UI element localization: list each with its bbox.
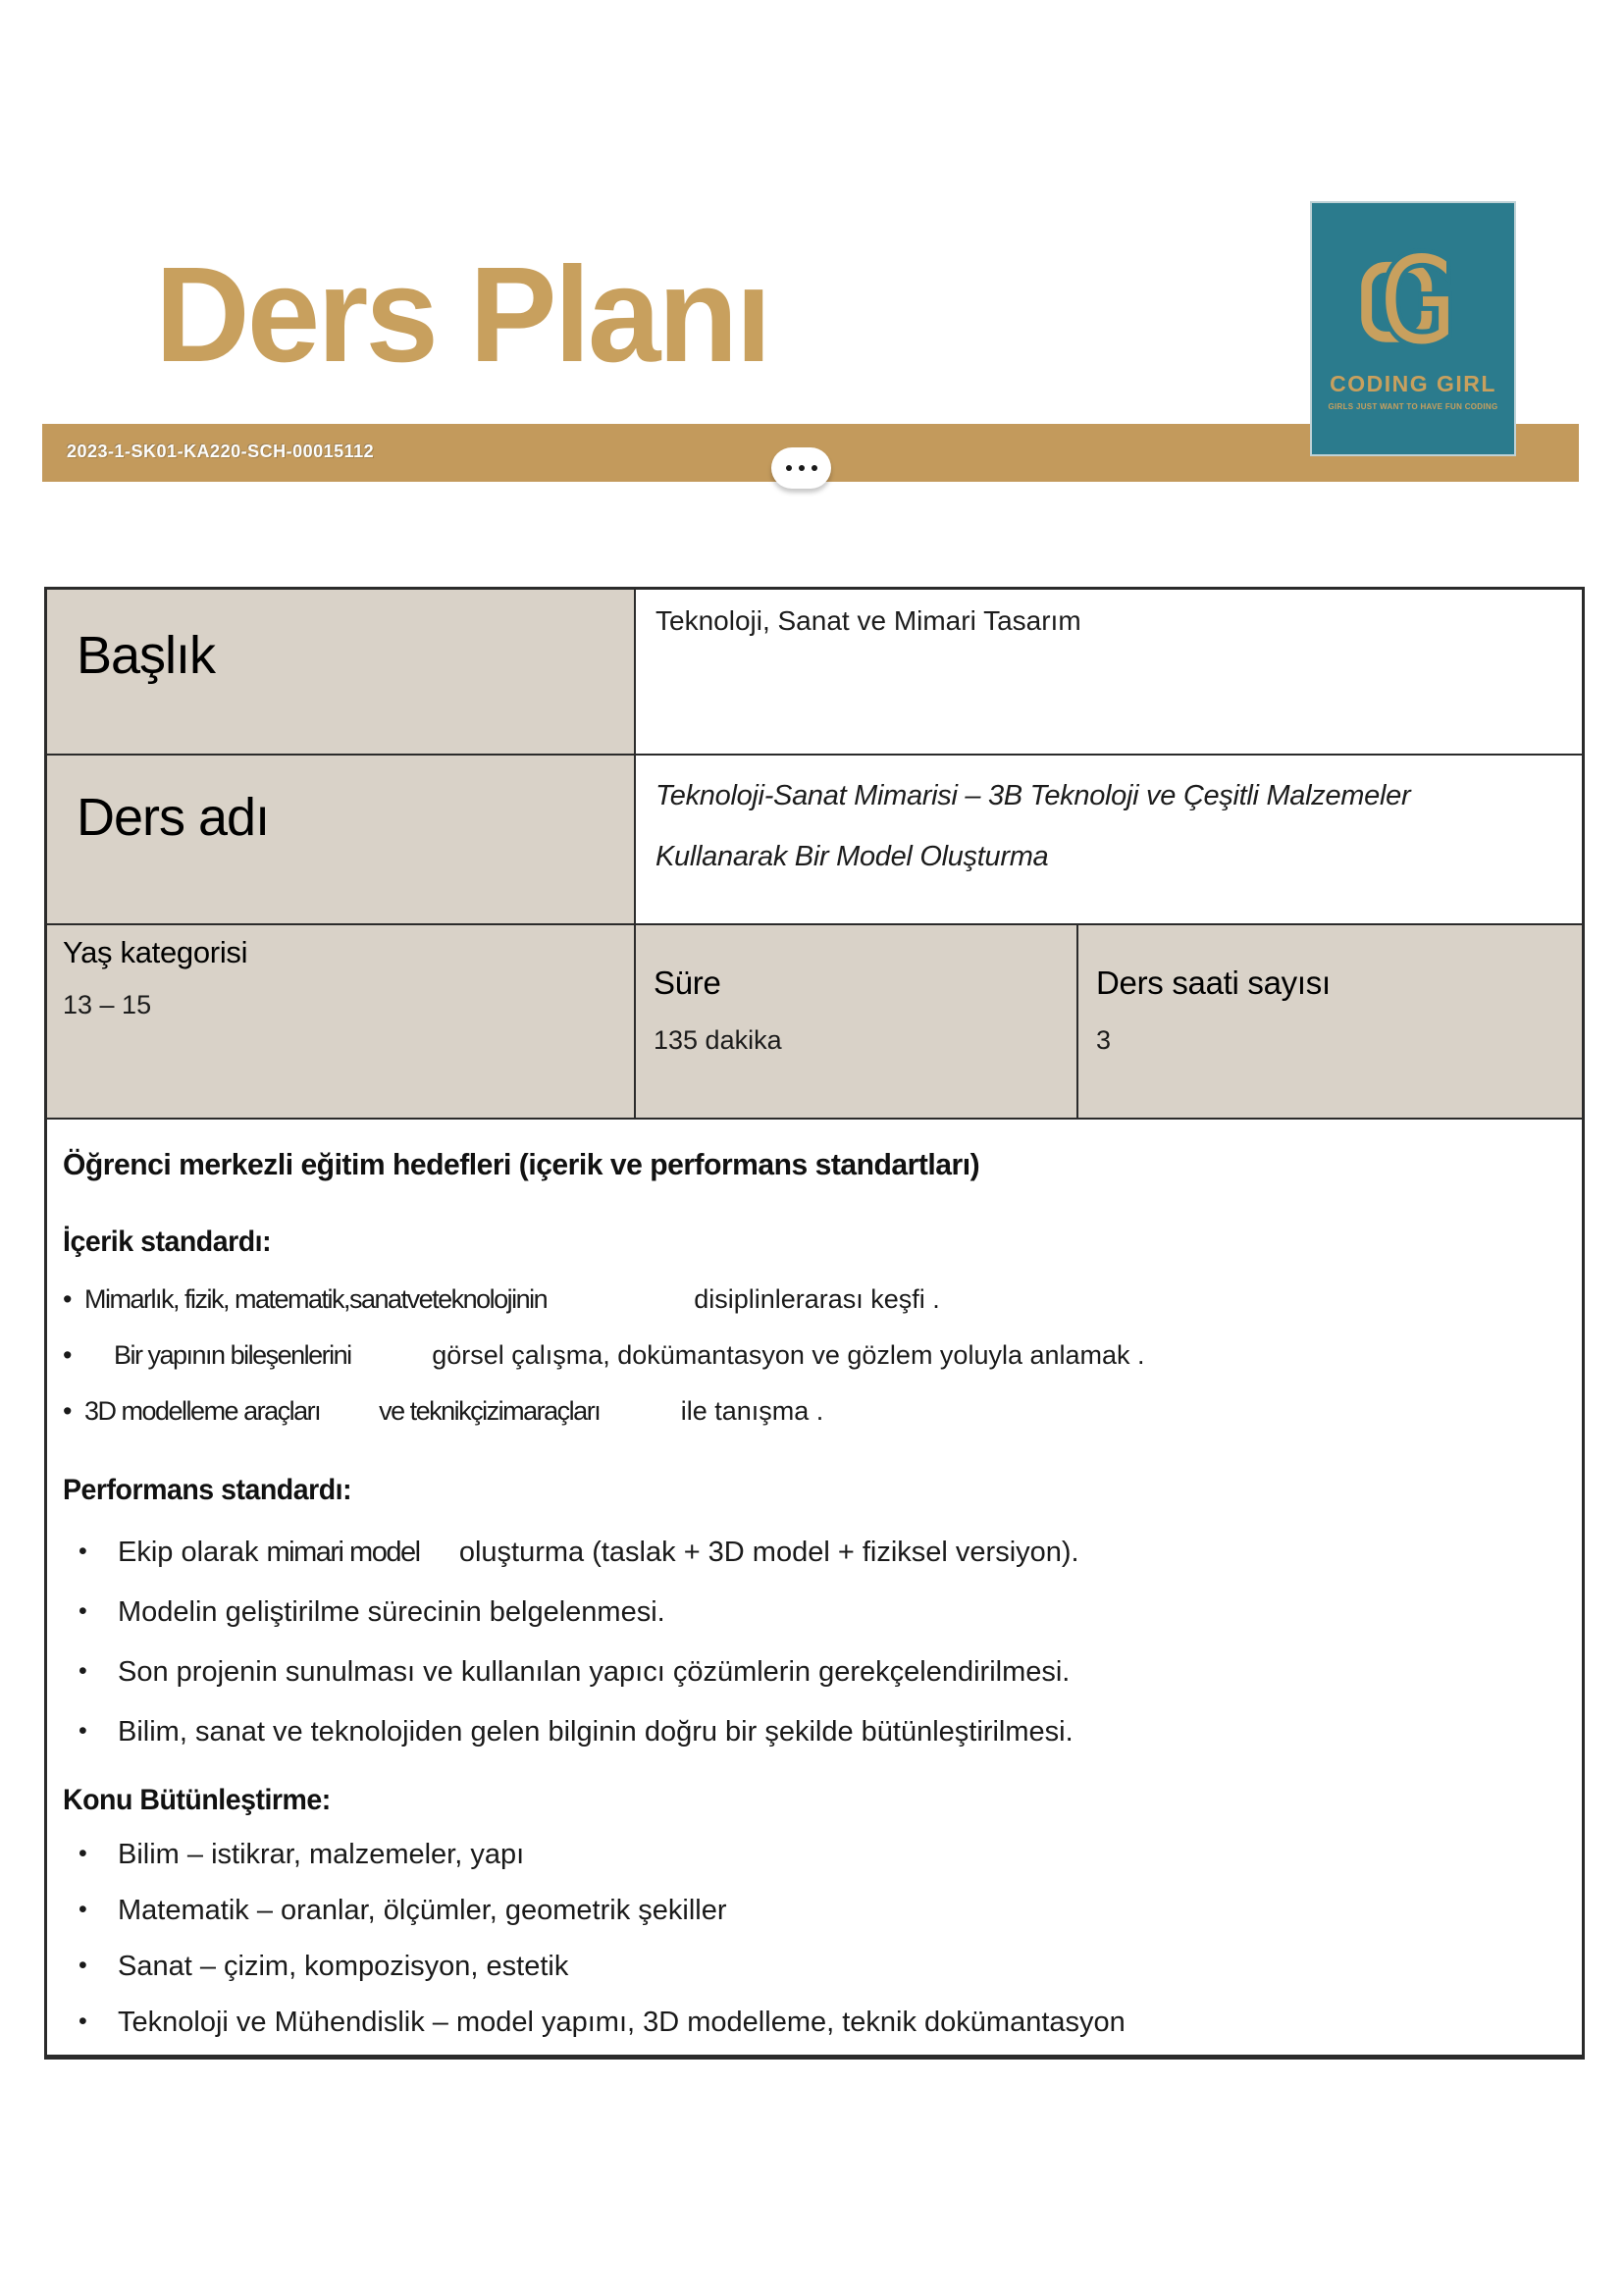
list-item: • Bilim – istikrar, malzemeler, yapı [63, 1839, 1560, 1871]
more-dots-icon [799, 465, 805, 471]
ders-adi-value-cell [636, 756, 1582, 923]
list-item: • 3D modelleme araçları ve teknikçizimaraçları ile tanışma . [63, 1396, 1560, 1427]
icerik-standardi-title: İçerik standardı: [63, 1226, 272, 1258]
project-code: 2023-1-SK01-KA220-SCH-00015112 [67, 442, 375, 461]
list-item: • Sanat – çizim, kompozisyon, estetik [63, 1951, 1560, 1983]
konu-butunlestirme-title: Konu Bütünleştirme: [63, 1784, 331, 1816]
performans-standardi-title: Performans standardı: [63, 1474, 352, 1506]
konu-butunlestirme-list [63, 1839, 1560, 2039]
yas-kategorisi-label: Yaş kategorisi [63, 935, 248, 969]
coding-girl-logo [1310, 201, 1516, 456]
more-button[interactable] [771, 447, 831, 489]
more-dots-icon [812, 465, 817, 471]
page-title: Ders Planı [155, 239, 769, 391]
list-item: • Ekip olarak mimari model oluşturma (taslak + 3D model + fiziksel versiyon). [63, 1537, 1560, 1569]
sure-value: 135 dakika [654, 1025, 782, 1055]
ders-saati-value: 3 [1096, 1025, 1112, 1055]
list-item: • Matematik – oranlar, ölçümler, geometrik şekiller [63, 1895, 1560, 1927]
list-item: • Bir yapının bileşenlerini görsel çalışma, dokümantasyon ve gözlem yoluyla anlamak . [63, 1340, 1560, 1371]
ders-adi-label: Ders adı [77, 788, 270, 847]
logo-tagline: GIRLS JUST WANT TO HAVE FUN CODING [1328, 402, 1498, 411]
ders-saati-cell [1078, 925, 1582, 1118]
sure-cell [636, 925, 1078, 1118]
ders-adi-label-cell [47, 756, 636, 923]
table-row-objectives [47, 1120, 1582, 2055]
yas-kategorisi-cell [47, 925, 636, 1118]
sure-label: Süre [654, 965, 721, 1001]
objectives-heading: Öğrenci merkezli eğitim hedefleri (içerik ve performans standartları) [63, 1147, 980, 1181]
ders-adi-value-line1: Teknoloji-Sanat Mimarisi – 3B Teknoloji ve Çeşitli Malzemeler [655, 780, 1411, 811]
logo-name: CODING GIRL [1330, 371, 1496, 396]
list-item: • Modelin geliştirilme sürecinin belgelenmesi. [63, 1596, 1560, 1629]
list-item: • Bilim, sanat ve teknolojiden gelen bilginin doğru bir şekilde bütünleştirilmesi. [63, 1716, 1560, 1748]
more-dots-icon [786, 465, 792, 471]
svg-text:G: G [1380, 232, 1457, 358]
ders-saati-label: Ders saati sayısı [1096, 965, 1331, 1001]
logo-monogram-icon [1344, 223, 1482, 358]
list-item: • Teknoloji ve Mühendislik – model yapımı, 3D modelleme, teknik dokümantasyon [63, 2007, 1560, 2039]
table-row-ders-adi [47, 756, 1582, 925]
baslik-value-cell [636, 590, 1582, 754]
yas-kategorisi-value: 13 – 15 [63, 990, 152, 1019]
baslik-label: Başlık [77, 626, 216, 685]
ders-adi-value [636, 756, 1582, 887]
baslik-value: Teknoloji, Sanat ve Mimari Tasarım [655, 605, 1081, 636]
list-item: • Son projenin sunulması ve kullanılan yapıcı çözümlerin gerekçelendirilmesi. [63, 1656, 1560, 1689]
baslik-label-cell [47, 590, 636, 754]
performans-standardi-list [63, 1537, 1560, 1748]
icerik-standardi-list [63, 1284, 1560, 1427]
table-row-meta [47, 925, 1582, 1120]
lesson-plan-table [44, 587, 1585, 2060]
ders-adi-value-line2: Kullanarak Bir Model Oluşturma [655, 841, 1049, 872]
objectives-cell [47, 1120, 1582, 2055]
list-item: • Mimarlık, fizik, matematik,sanatveteknolojinin disiplinlerarası keşfi . [63, 1284, 1560, 1315]
table-row-baslik [47, 590, 1582, 756]
